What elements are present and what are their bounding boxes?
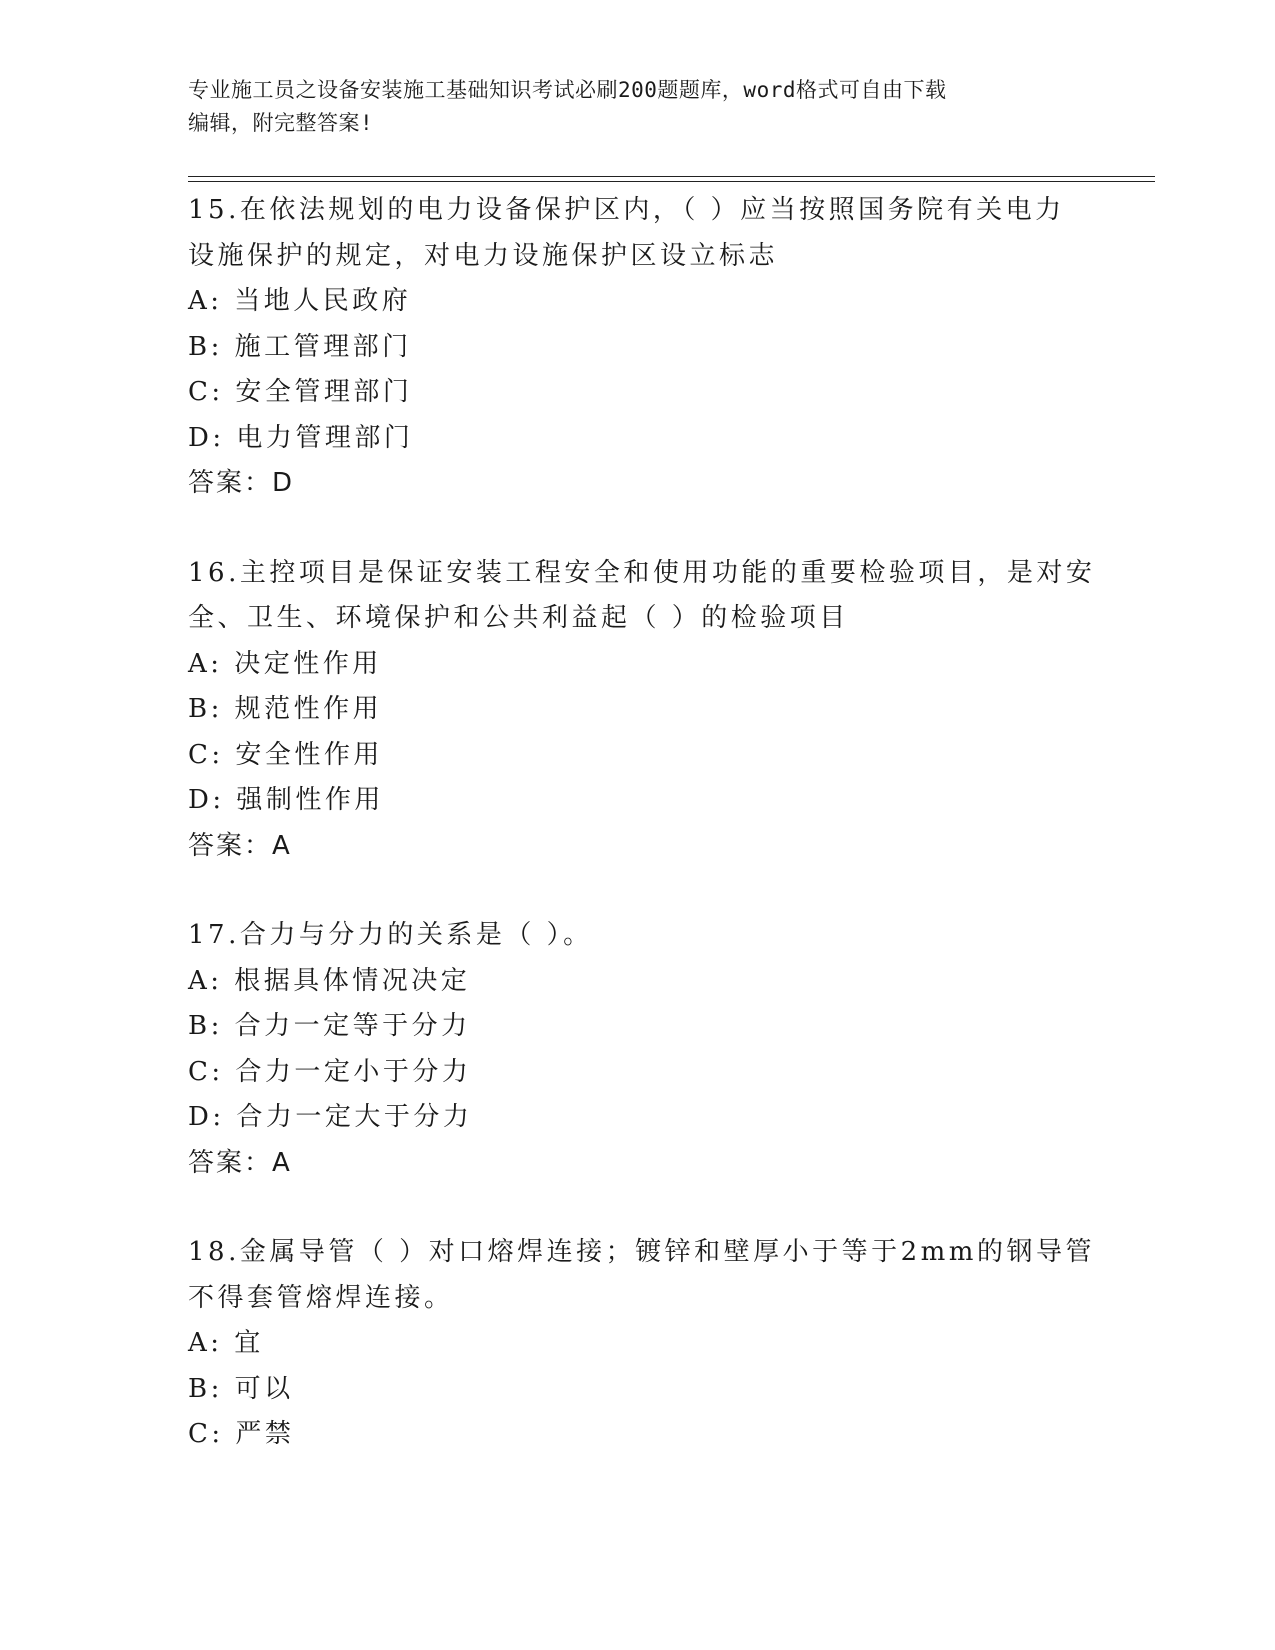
option-b: B: 合力一定等于分力 <box>188 1011 471 1041</box>
answer-label: 答案：D <box>188 468 295 498</box>
option-a: A: 根据具体情况决定 <box>188 965 471 996</box>
question-stem: 16.主控项目是保证安装工程安全和使用功能的重要检验项目，是对安 <box>188 557 1096 588</box>
question-18 <box>188 1230 1095 1458</box>
question-stem: 18.金属导管（ ）对口熔焊连接；镀锌和壁厚小于等于2mm的钢导管 <box>188 1237 1095 1267</box>
question-stem: 全、卫生、环境保护和公共利益起（ ）的检验项目 <box>188 603 849 633</box>
option-c: C: 安全性作用 <box>188 739 383 770</box>
question-15 <box>188 188 1088 507</box>
question-17 <box>188 913 1088 1186</box>
header-line-2: 编辑，附完整答案! <box>188 111 374 135</box>
header-divider-bottom <box>188 181 1155 182</box>
document-header <box>188 74 1078 140</box>
option-a: A: 当地人民政府 <box>188 286 412 316</box>
option-b: B: 施工管理部门 <box>188 331 412 362</box>
question-stem: 设施保护的规定，对电力设施保护区设立标志 <box>188 240 779 271</box>
option-b: B: 规范性作用 <box>188 694 383 724</box>
option-d: D: 合力一定大于分力 <box>188 1102 473 1132</box>
option-c: C: 合力一定小于分力 <box>188 1056 472 1087</box>
answer-label: 答案：A <box>188 1147 292 1178</box>
header-line-1: 专业施工员之设备安装施工基础知识考试必刷200题题库，word格式可自由下载 <box>188 78 947 102</box>
option-b: B: 可以 <box>188 1373 294 1404</box>
question-16 <box>188 551 1096 870</box>
question-list <box>188 188 1096 1458</box>
question-stem: 17.合力与分力的关系是（ ）。 <box>188 920 593 950</box>
question-stem: 不得套管熔焊连接。 <box>188 1282 454 1313</box>
answer-label: 答案：A <box>188 830 292 861</box>
option-a: A: 宜 <box>188 1328 264 1358</box>
option-d: D: 电力管理部门 <box>188 422 414 453</box>
option-a: A: 决定性作用 <box>188 648 382 679</box>
option-c: C: 严禁 <box>188 1419 295 1449</box>
question-stem: 15.在依法规划的电力设备保护区内，（ ）应当按照国务院有关电力 <box>188 195 1065 225</box>
option-d: D: 强制性作用 <box>188 785 384 815</box>
option-c: C: 安全管理部门 <box>188 377 413 407</box>
header-divider-top <box>188 176 1155 177</box>
